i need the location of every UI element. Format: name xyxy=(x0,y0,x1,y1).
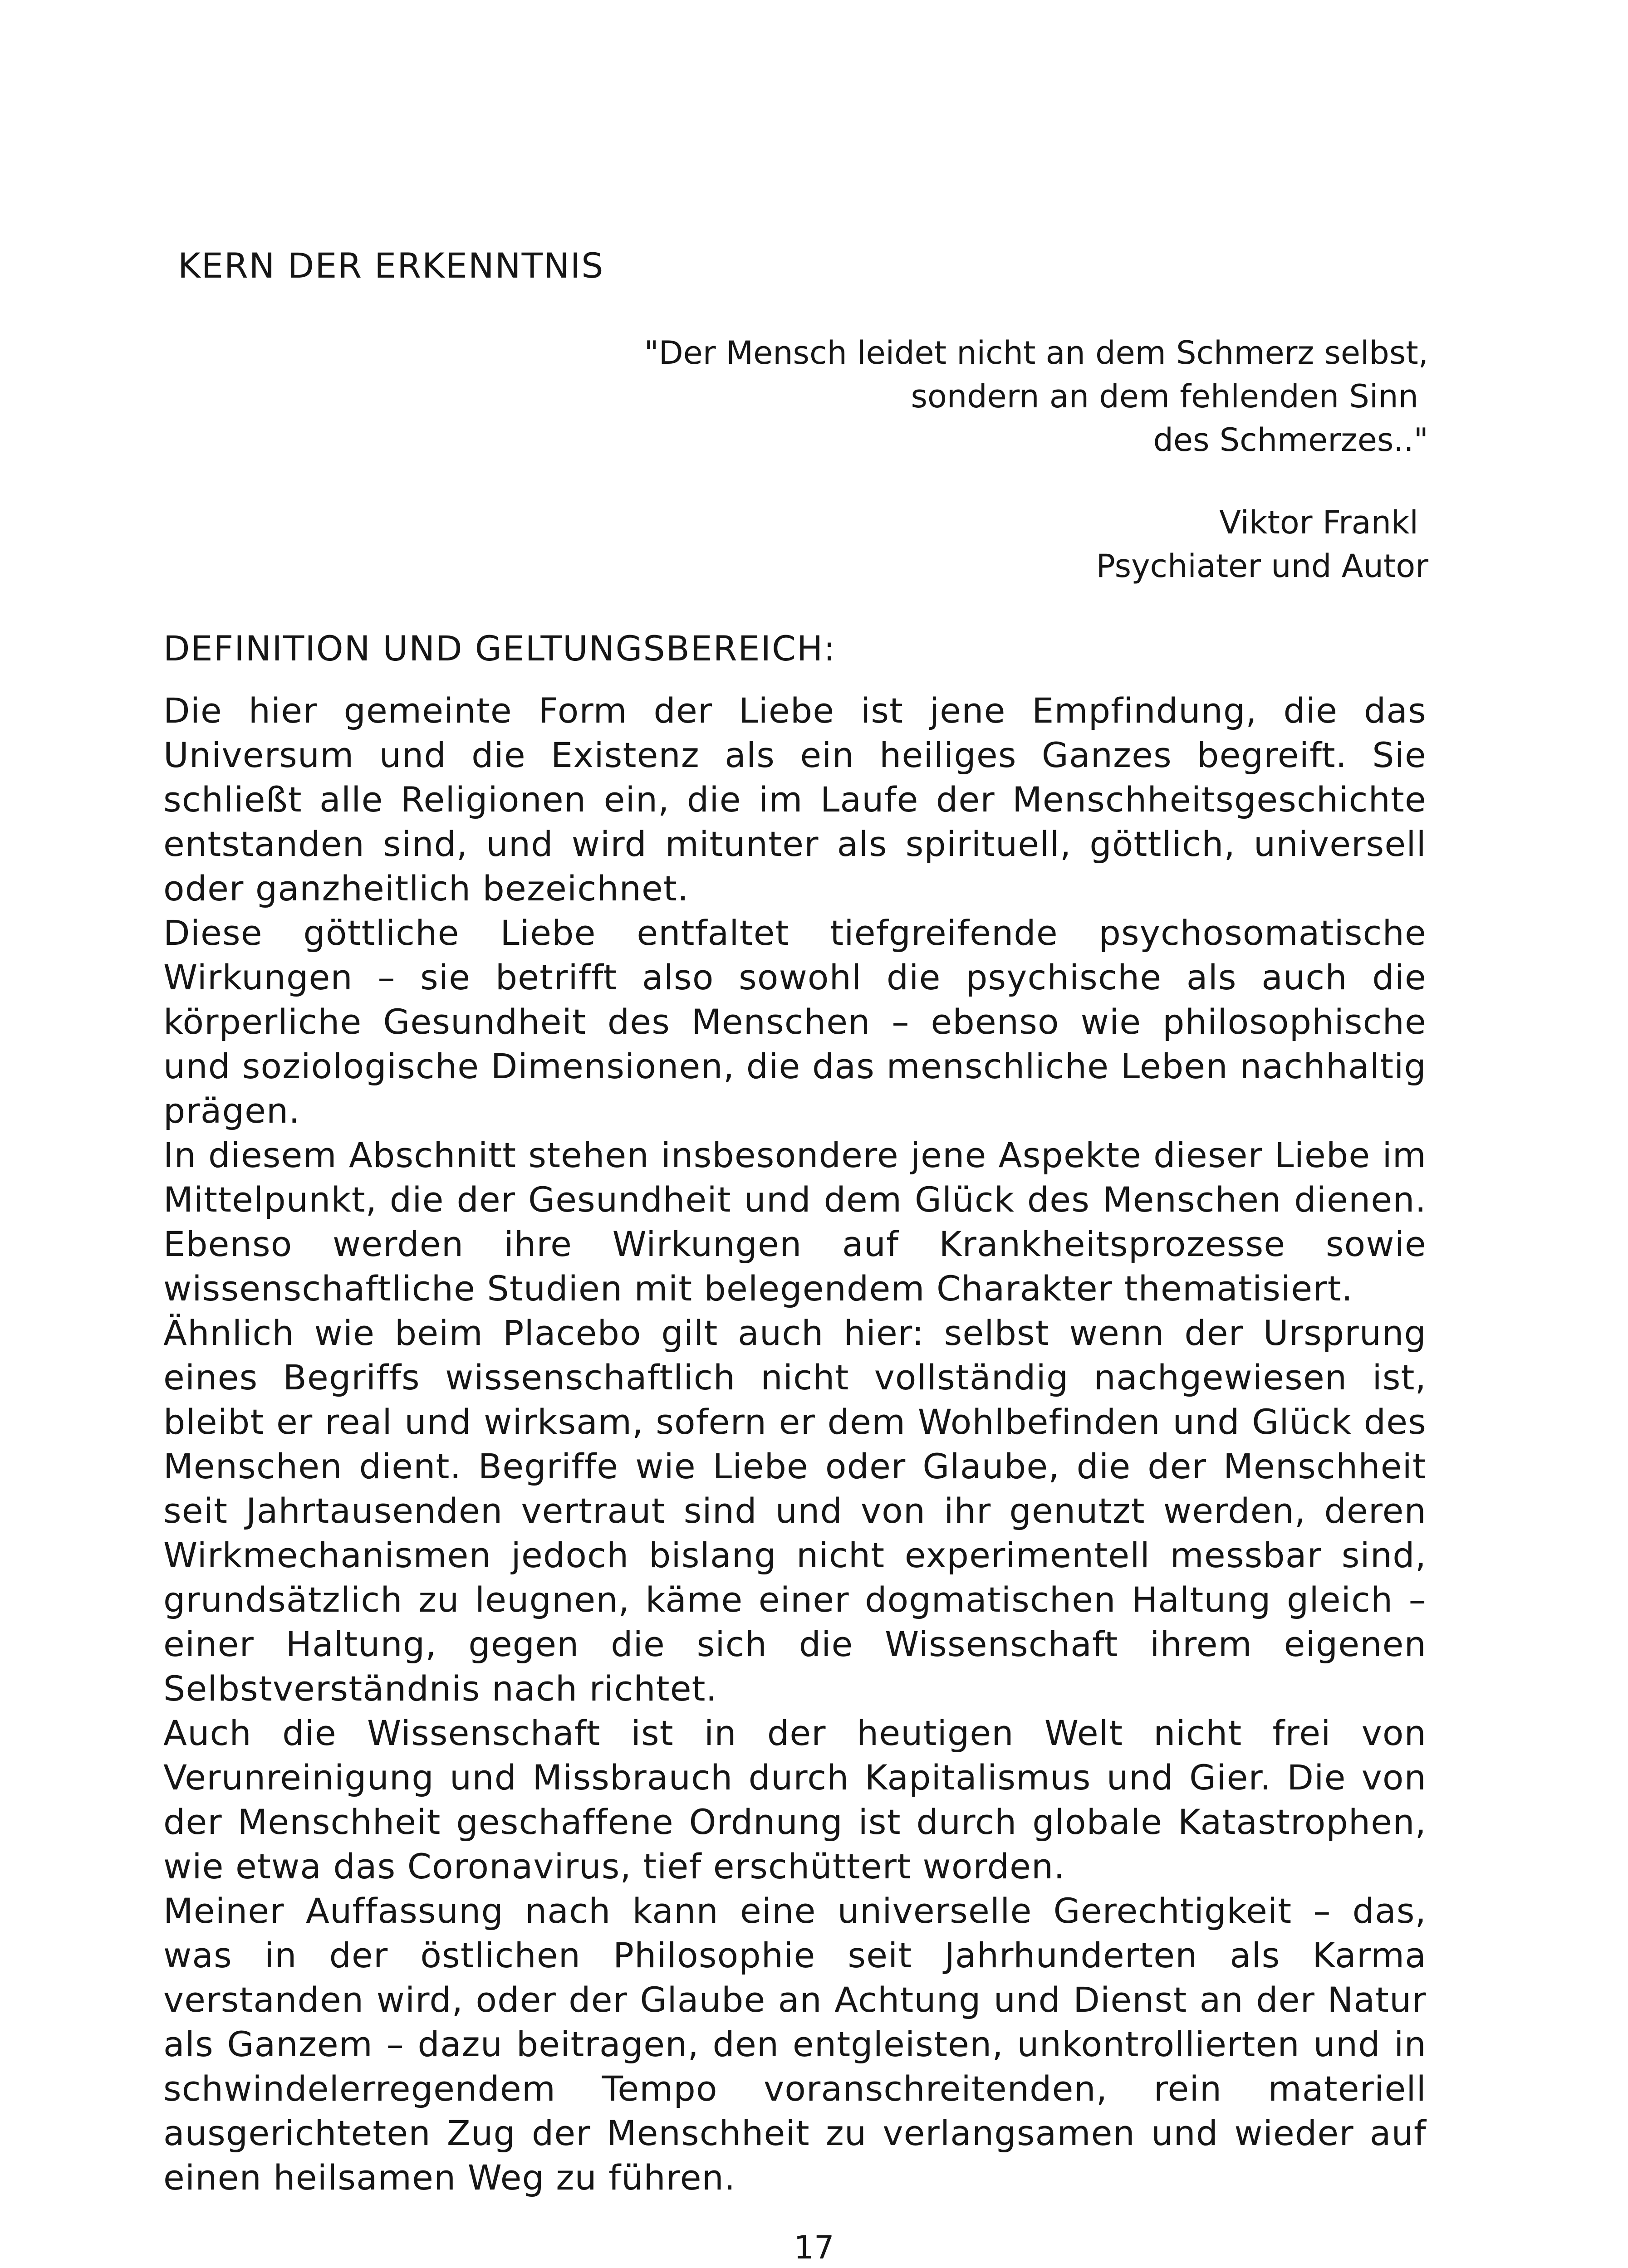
section-title: KERN DER ERKENNTNIS xyxy=(178,245,604,286)
subheading: DEFINITION UND GELTUNGSBEREICH: xyxy=(163,628,836,669)
quote-author-role: Psychiater und Autor xyxy=(1096,547,1428,585)
quote-line: des Schmerzes.." xyxy=(1153,421,1428,459)
page-number: 17 xyxy=(794,2229,834,2266)
paragraph: Ähnlich wie beim Placebo gilt auch hier: selbst wenn der Ursprung eines Begriffs wissenschaftlich nicht vollständig nachgewiesen ist, bleibt er real und wirksam, sofern er dem Wohlbefinden und Glück des Menschen dient. Begriffe wie Liebe oder Glaube, die der Menschheit seit Jahrtausenden vertraut sind und von ihr genutzt werden, deren Wirkmechanismen jedoch bislang nicht experimentell messbar sind, grundsätzlich zu leugnen, käme einer dogmatischen Haltung gleich – einer Haltung, gegen die sich die Wissenschaft ihrem eigenen Selbstverständnis nach richtet. xyxy=(163,1313,1427,1709)
paragraph: Meiner Auffassung nach kann eine universelle Gerechtigkeit – das, was in der östlichen Philosophie seit Jahrhunderten als Karma verstanden wird, oder der Glaube an Achtung und Dienst an der Natur als Ganzem – dazu beitragen, den entgleisten, unkontrollierten und in schwindelerregendem Tempo voranschreitenden, rein materiell ausgerichteten Zug der Menschheit zu verlangsamen und wieder auf einen heilsamen Weg zu führen. xyxy=(163,1891,1427,2198)
quote-attribution xyxy=(793,501,1428,588)
body-text xyxy=(163,689,1427,2200)
paragraph: Die hier gemeinte Form der Liebe ist jene Empfindung, die das Universum und die Existenz als ein heiliges Ganzes begreift. Sie schließt alle Religionen ein, die im Laufe der Menschheitsgeschichte entstanden sind, und wird mitunter als spirituell, göttlich, universell oder ganzheitlich bezeichnet. xyxy=(163,690,1427,909)
paragraph: Auch die Wissenschaft ist in der heutigen Welt nicht frei von Verunreinigung und Missbrauch durch Kapitalismus und Gier. Die von der Menschheit geschaffene Ordnung ist durch globale Katastrophen, wie etwa das Coronavirus, tief erschüttert worden. xyxy=(163,1713,1427,1887)
paragraph: Diese göttliche Liebe entfaltet tiefgreifende psychosomatische Wirkungen – sie betrifft also sowohl die psychische als auch die körperliche Gesundheit des Menschen – ebenso wie philosophische und soziologische Dimensionen, die das menschliche Leben nachhaltig prägen. xyxy=(163,913,1427,1131)
quote-author: Viktor Frankl xyxy=(1219,504,1418,541)
epigraph-quote xyxy=(612,331,1428,462)
quote-line: "Der Mensch leidet nicht an dem Schmerz selbst, xyxy=(644,334,1428,371)
paragraph: In diesem Abschnitt stehen insbesondere jene Aspekte dieser Liebe im Mittelpunkt, die der Gesundheit und dem Glück des Menschen dienen. Ebenso werden ihre Wirkungen auf Krankheitsprozesse sowie wissenschaftliche Studien mit belegendem Charakter thematisiert. xyxy=(163,1135,1427,1309)
quote-line: sondern an dem fehlenden Sinn xyxy=(911,378,1418,415)
